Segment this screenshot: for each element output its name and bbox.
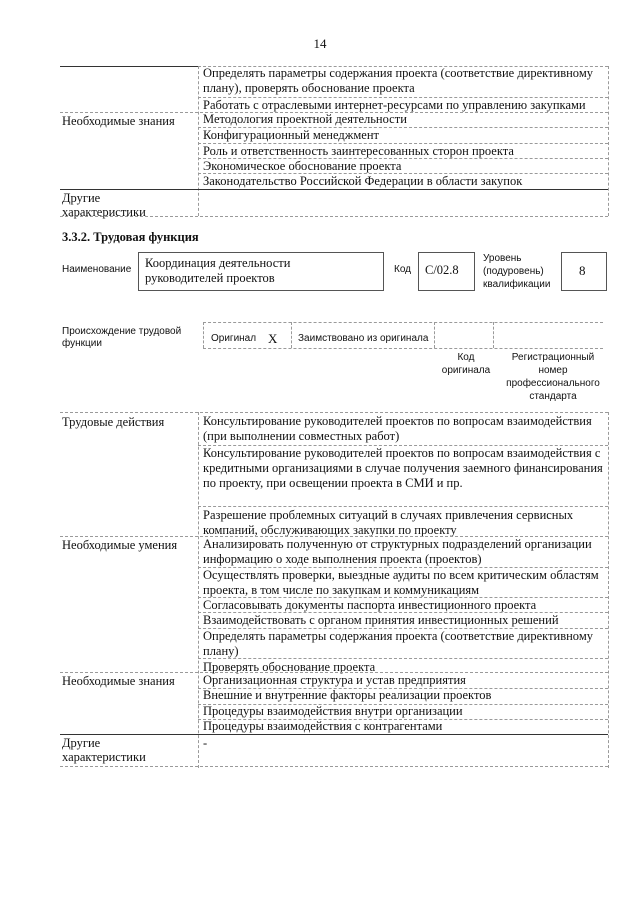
row-divider <box>198 567 608 568</box>
level-value: 8 <box>579 263 586 278</box>
other-label-top <box>62 191 146 219</box>
list-item: Работать с отраслевыми интернет-ресурсами по управлению закупками <box>203 98 586 112</box>
origin-divider <box>493 322 494 348</box>
list-item: Методология проектной деятельности <box>203 112 407 126</box>
skills-label: Необходимые умения <box>62 538 178 552</box>
row-divider <box>198 127 608 128</box>
list-item: Процедуры взаимодействия с контрагентами <box>203 719 443 733</box>
original-mark: X <box>268 331 278 346</box>
caption-line: номер <box>538 365 568 376</box>
list-item: Консультирование руководителей проектов по вопросам взаимодействия с кредитными организациями в случае получения заемного финансирования по проекту, при освещении проекта в СМИ и пр. <box>203 446 603 490</box>
list-item: Определять параметры содержания проекта (соответствие директивному плану) <box>203 629 593 658</box>
knowledge-cell-top <box>203 112 603 190</box>
caption-line: Код <box>457 352 475 363</box>
table-right-border <box>608 412 609 768</box>
table-bottom-border <box>60 216 608 217</box>
row-divider <box>198 688 608 689</box>
other-label-line: характеристики <box>62 205 146 219</box>
caption-line: профессионального <box>506 378 600 389</box>
row-divider <box>60 189 608 190</box>
list-item: Внешние и внутренние факторы реализации проектов <box>203 688 492 702</box>
list-item: Проверять обоснование проекта <box>203 660 376 674</box>
level-label-line: квалификации <box>483 279 551 290</box>
origin-border <box>203 322 603 323</box>
knowledge-label-top: Необходимые знания <box>62 114 175 128</box>
table-bottom-border <box>60 766 608 767</box>
code-value: C/02.8 <box>425 263 459 277</box>
level-label <box>483 252 550 291</box>
row-divider <box>198 506 608 507</box>
code-label: Код <box>394 264 412 275</box>
name-value-line: руководителей проектов <box>145 271 275 285</box>
knowledge-label: Необходимые знания <box>62 674 175 688</box>
origin-divider <box>203 322 204 348</box>
code-origin-caption <box>440 351 492 377</box>
row-divider <box>198 704 608 705</box>
borrowed-label: Заимствовано из оригинала <box>298 333 429 344</box>
origin-divider <box>434 322 435 348</box>
table-right-border <box>608 66 609 216</box>
reg-number-caption <box>500 351 606 403</box>
row-divider <box>198 628 608 629</box>
name-value <box>145 256 290 286</box>
list-item: Конфигурационный менеджмент <box>203 128 379 142</box>
row-divider <box>198 719 608 720</box>
name-value-line: Координация деятельности <box>145 256 291 270</box>
row-divider <box>198 173 608 174</box>
origin-divider <box>291 322 292 348</box>
list-item: Консультирование руководителей проектов по вопросам взаимодействия (при выполнении совместных работ) <box>203 414 592 443</box>
actions-cell <box>203 414 603 538</box>
list-item: Анализировать полученную от структурных подразделений организации информацию о ходе выполнения проекта (проектов) <box>203 537 592 566</box>
other-label-line: Другие <box>62 736 101 750</box>
original-label: Оригинал <box>211 333 257 344</box>
row-divider <box>60 734 608 735</box>
table-top-border <box>60 412 608 413</box>
row-divider <box>198 143 608 144</box>
level-label-line: Уровень <box>483 253 522 264</box>
list-item: Законодательство Российской Федерации в области закупок <box>203 174 523 188</box>
skills-cell <box>203 537 603 675</box>
list-item: Осуществлять проверки, выездные аудиты по всем критическим областям проекта, в том числе по закупкам и коммуникациям <box>203 568 599 597</box>
table-top-border <box>60 66 198 67</box>
other-label-line: Другие <box>62 191 101 205</box>
list-item: Согласовывать документы паспорта инвестиционного проекта <box>203 598 537 612</box>
table-column-divider <box>198 412 199 768</box>
level-label-line: (подуровень) <box>483 266 544 277</box>
list-item: Взаимодействовать с органом принятия инвестиционных решений <box>203 613 559 627</box>
list-item: Процедуры взаимодействия внутри организации <box>203 704 463 718</box>
list-item: Разрешение проблемных ситуаций в случаях привлечения сервисных компаний, обслуживающих закупки по проекту <box>203 508 574 537</box>
origin-border <box>203 348 603 349</box>
row-divider <box>198 597 608 598</box>
list-item: Экономическое обоснование проекта <box>203 159 402 173</box>
row-divider <box>198 658 608 659</box>
row-divider <box>198 612 608 613</box>
section-title: 3.3.2. Трудовая функция <box>62 230 199 244</box>
actions-label: Трудовые действия <box>62 415 165 429</box>
list-item: Определять параметры содержания проекта (соответствие директивному плану), проверять обоснование проекта <box>203 66 593 95</box>
origin-label-line: функции <box>62 338 102 349</box>
other-label-line: характеристики <box>62 750 146 764</box>
row-divider <box>198 97 608 98</box>
caption-line: оригинала <box>441 365 491 376</box>
row-divider <box>198 445 608 446</box>
other-value: - <box>203 736 208 750</box>
caption-line: стандарта <box>529 391 577 402</box>
origin-label <box>62 326 181 350</box>
table-column-divider <box>198 66 199 216</box>
row-divider <box>198 158 608 159</box>
origin-label-line: Происхождение трудовой <box>62 326 182 337</box>
name-label: Наименование <box>62 264 132 275</box>
other-label <box>62 736 146 764</box>
caption-line: Регистрационный <box>511 352 595 363</box>
list-item: Организационная структура и устав предприятия <box>203 673 466 687</box>
list-item: Роль и ответственность заинтересованных сторон проекта <box>203 144 514 158</box>
page-number: 14 <box>313 36 327 51</box>
skills-continued-cell <box>203 66 603 113</box>
